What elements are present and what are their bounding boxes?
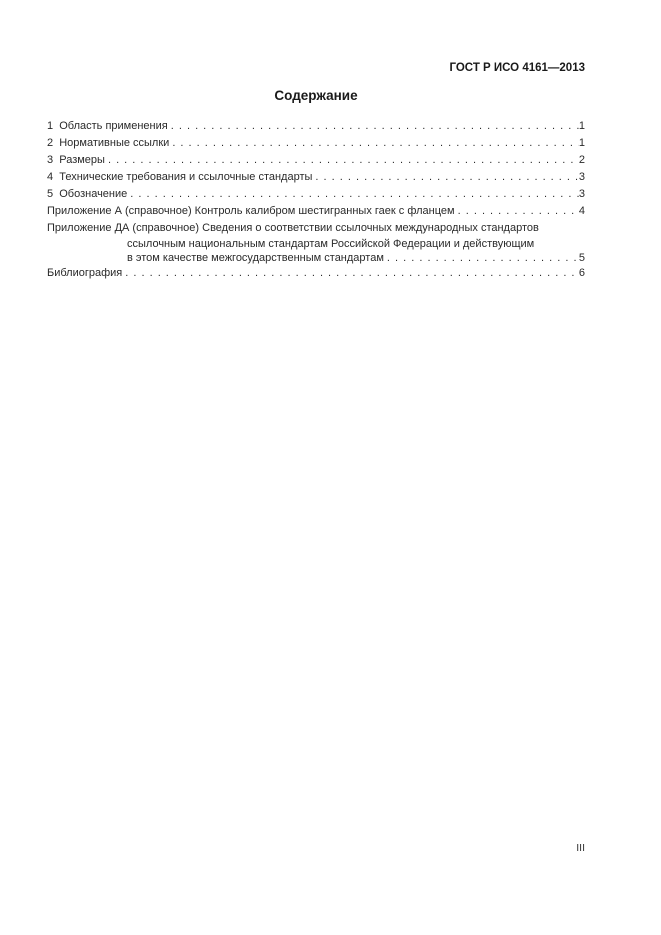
- toc-entry-first-line: [47, 220, 585, 237]
- toc-entry: [47, 265, 585, 282]
- toc-entry: [47, 118, 585, 135]
- toc-entry-label: Библиография: [47, 267, 123, 279]
- toc-entry-page: 3: [578, 188, 585, 200]
- toc-entry-label: Приложение ДА (справочное) Сведения о соответствии ссылочных международных стандартов: [47, 222, 539, 234]
- toc-entry-page: 4: [578, 205, 585, 217]
- dot-leader: [172, 135, 579, 152]
- toc-entry-label: 2 Нормативные ссылки: [47, 137, 170, 149]
- toc-entry-page: 1: [578, 120, 585, 132]
- table-of-contents: [47, 118, 585, 282]
- toc-entry-label: 5 Обозначение: [47, 188, 128, 200]
- dot-leader: [387, 251, 579, 265]
- toc-title: Содержание: [274, 88, 358, 103]
- toc-entry: [47, 203, 585, 220]
- dot-leader: [171, 118, 579, 135]
- toc-entry-label: Приложение А (справочное) Контроль калибром шестигранных гаек с фланцем: [47, 205, 455, 217]
- toc-entry-label: 4 Технические требования и ссылочные стандарты: [47, 171, 313, 183]
- dot-leader: [125, 265, 579, 282]
- toc-entry-page: 2: [578, 154, 585, 166]
- toc-entry-page: 6: [578, 267, 585, 279]
- toc-entry: [47, 169, 585, 186]
- footer-page-number: III: [576, 842, 585, 854]
- dot-leader: [458, 203, 579, 220]
- toc-entry-page: 1: [578, 137, 585, 149]
- toc-entry-label: 1 Область применения: [47, 120, 168, 132]
- dot-leader: [130, 186, 579, 203]
- toc-entry-page: 5: [578, 252, 585, 264]
- toc-entry: [47, 135, 585, 152]
- toc-entry: [47, 152, 585, 169]
- toc-entry-label: в этом качестве межгосударственным стандартам: [127, 252, 384, 264]
- toc-entry-continuation: ссылочным национальным стандартам Российской Федерации и действующим: [127, 238, 535, 250]
- toc-entry-last-line: [47, 251, 585, 265]
- toc-entry-page: 3: [578, 171, 585, 183]
- toc-entry-label: 3 Размеры: [47, 154, 105, 166]
- toc-entry: [47, 186, 585, 203]
- dot-leader: [108, 152, 579, 169]
- document-code: ГОСТ Р ИСО 4161—2013: [449, 62, 585, 74]
- toc-entry-multiline: [47, 220, 585, 265]
- dot-leader: [315, 169, 578, 186]
